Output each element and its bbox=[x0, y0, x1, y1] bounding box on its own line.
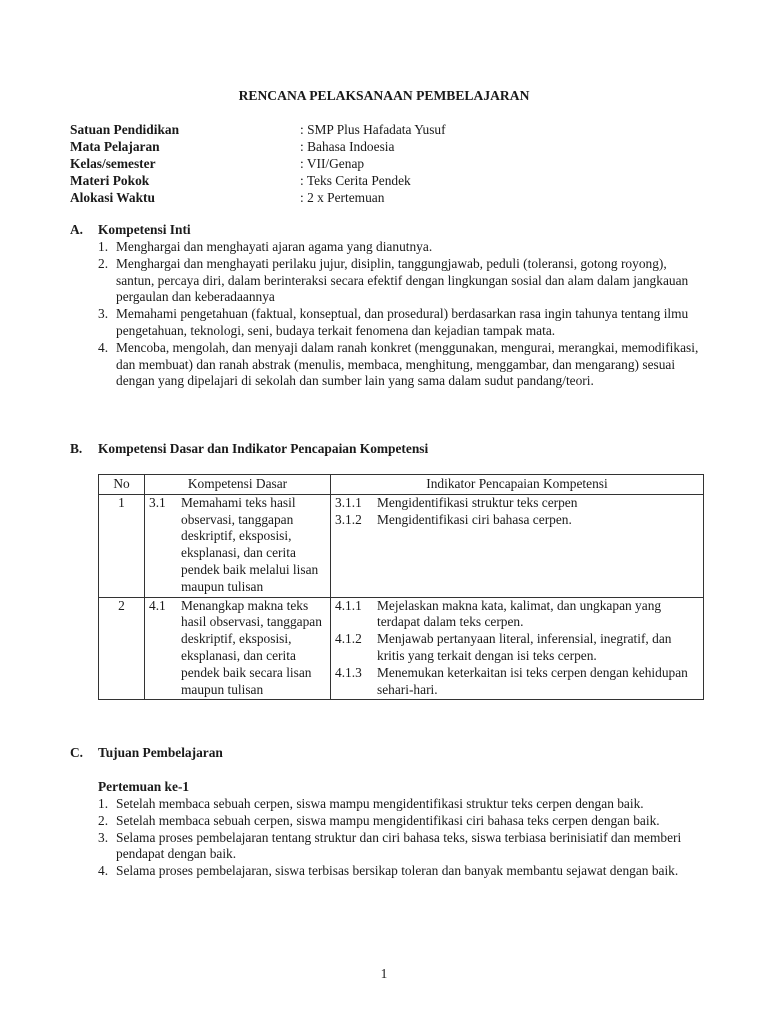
section-c-heading bbox=[70, 745, 223, 762]
tujuan-list bbox=[98, 796, 708, 880]
identity-label: Kelas/semester bbox=[70, 155, 156, 171]
table-row bbox=[99, 597, 704, 700]
identity-value: : VII/Genap bbox=[300, 155, 365, 171]
kompetensi-dasar-cell bbox=[145, 597, 331, 700]
item-number: 3. bbox=[98, 829, 109, 845]
section-b-heading bbox=[70, 441, 428, 458]
item-number: 2. bbox=[98, 255, 109, 271]
item-number: 4. bbox=[98, 339, 109, 355]
indicator-text: Mejelaskan makna kata, kalimat, dan ungkapan yang terdapat dalam teks cerpen. bbox=[377, 597, 662, 630]
item-text: Mencoba, mengolah, dan menyaji dalam ranah konkret (menggunakan, mengurai, merangkai, memodifikasi, dan membuat) dan ranah abstrak (menulis, membaca, menghitung, menggambar, dan mengarang) sesuai dengan yang dipelajari di sekolah dan sumber lain yang sama dalam sudut pandang/teori. bbox=[116, 339, 699, 389]
kd-text: Memahami teks hasil observasi, tanggapan deskriptif, eksposisi, eksplanasi, dan cerita pendek baik melalui lisan maupun tulisan bbox=[181, 494, 319, 594]
item-number: 4. bbox=[98, 863, 109, 879]
indicator-text: Menemukan keterkaitan isi teks cerpen dengan kehidupan sehari-hari. bbox=[377, 664, 688, 697]
identity-label: Materi Pokok bbox=[70, 172, 150, 188]
item-text: Menghargai dan menghayati ajaran agama yang dianutnya. bbox=[116, 239, 433, 254]
item-number: 1. bbox=[98, 796, 109, 811]
kd-code: 4.1 bbox=[149, 597, 166, 613]
kompetensi-table bbox=[98, 474, 704, 700]
section-letter: C. bbox=[70, 745, 84, 760]
list-item bbox=[98, 796, 708, 813]
kd-code: 3.1 bbox=[149, 494, 166, 510]
kompetensi-dasar-cell bbox=[145, 494, 331, 597]
identity-value: : SMP Plus Hafadata Yusuf bbox=[300, 122, 446, 137]
item-number: 3. bbox=[98, 306, 109, 322]
header-kompetensi-dasar: Kompetensi Dasar bbox=[145, 475, 331, 495]
indicator-code: 3.1.2 bbox=[335, 511, 362, 527]
indicator-text: Menjawab pertanyaan literal, inferensial, inegratif, dan kritis yang terkait dengan isi teks cerpen. bbox=[377, 631, 672, 663]
indicator-text: Mengidentifikasi struktur teks cerpen bbox=[377, 494, 578, 510]
list-item bbox=[98, 863, 708, 880]
identity-label: Mata Pelajaran bbox=[70, 138, 160, 154]
section-a-heading bbox=[70, 222, 191, 239]
item-text: Menghargai dan menghayati perilaku jujur, disiplin, tanggungjawab, peduli (toleransi, gotong royong), santun, percaya diri, dalam berinteraksi secara efektif dengan lingkungan sosial dan alam dalam jangkauan pergaulan dan keberadaannya bbox=[116, 255, 689, 305]
row-number: 1 bbox=[99, 494, 145, 597]
item-text: Selama proses pembelajaran tentang struktur dan ciri bahasa teks, siswa terbiasa berinisiatif dan memberi pendapat dengan baik. bbox=[116, 829, 682, 862]
indikator-cell bbox=[331, 597, 704, 700]
list-item bbox=[98, 239, 708, 256]
meeting-heading: Pertemuan ke-1 bbox=[98, 779, 190, 794]
indicator-item bbox=[335, 631, 699, 665]
identity-block bbox=[70, 122, 446, 206]
identity-value: : 2 x Pertemuan bbox=[300, 189, 385, 205]
indicator-item bbox=[335, 598, 699, 632]
identity-row bbox=[70, 139, 446, 156]
item-text: Memahami pengetahuan (faktual, konseptual, dan prosedural) berdasarkan rasa ingin tahunya tentang ilmu pengetahuan, teknologi, seni, budaya terkait fenomena dan kejadian tampak mata. bbox=[116, 306, 689, 338]
page-number: 1 bbox=[380, 966, 388, 981]
list-item bbox=[98, 306, 708, 340]
section-title: Tujuan Pembelajaran bbox=[98, 745, 223, 760]
indicator-text: Mengidentifikasi ciri bahasa cerpen. bbox=[377, 511, 572, 527]
identity-value: : Teks Cerita Pendek bbox=[300, 172, 411, 188]
identity-row bbox=[70, 156, 446, 173]
section-letter: A. bbox=[70, 222, 84, 237]
list-item bbox=[98, 256, 708, 306]
section-title: Kompetensi Dasar dan Indikator Pencapaian Kompetensi bbox=[98, 441, 429, 456]
indicator-code: 4.1.2 bbox=[335, 631, 362, 647]
row-number: 2 bbox=[99, 597, 145, 700]
list-item bbox=[98, 830, 708, 864]
identity-row bbox=[70, 122, 446, 139]
section-title: Kompetensi Inti bbox=[98, 222, 191, 237]
identity-row bbox=[70, 190, 446, 207]
identity-label: Satuan Pendidikan bbox=[70, 122, 180, 137]
table-header-row bbox=[99, 475, 704, 495]
header-no: No bbox=[99, 475, 145, 495]
indicator-code: 3.1.1 bbox=[335, 494, 362, 510]
indicator-code: 4.1.1 bbox=[335, 597, 362, 613]
kompetensi-inti-list bbox=[98, 239, 708, 390]
identity-row bbox=[70, 173, 446, 190]
item-number: 2. bbox=[98, 812, 109, 828]
table-row bbox=[99, 494, 704, 597]
indicator-item bbox=[335, 512, 699, 529]
item-text: Setelah membaca sebuah cerpen, siswa mampu mengidentifikasi struktur teks cerpen dengan baik. bbox=[116, 796, 644, 811]
list-item bbox=[98, 813, 708, 830]
indicator-item bbox=[335, 495, 699, 512]
item-text: Selama proses pembelajaran, siswa terbisas bersikap toleran dan banyak membantu sejawat dengan baik. bbox=[116, 863, 679, 879]
header-indikator: Indikator Pencapaian Kompetensi bbox=[331, 475, 704, 495]
kd-text: Menangkap makna teks hasil observasi, tanggapan deskriptif, eksposisi, eksplanasi, dan cerita pendek baik secara lisan maupun tulisan bbox=[181, 597, 322, 697]
indicator-code: 4.1.3 bbox=[335, 664, 362, 680]
identity-value: : Bahasa Indoesia bbox=[300, 138, 395, 154]
document-title: RENCANA PELAKSANAAN PEMBELAJARAN bbox=[238, 88, 530, 103]
list-item bbox=[98, 340, 708, 390]
item-number: 1. bbox=[98, 239, 109, 254]
indicator-item bbox=[335, 665, 699, 699]
identity-label: Alokasi Waktu bbox=[70, 189, 155, 205]
indikator-cell bbox=[331, 494, 704, 597]
section-letter: B. bbox=[70, 441, 83, 456]
item-text: Setelah membaca sebuah cerpen, siswa mampu mengidentifikasi ciri bahasa teks cerpen dengan baik. bbox=[116, 812, 660, 828]
